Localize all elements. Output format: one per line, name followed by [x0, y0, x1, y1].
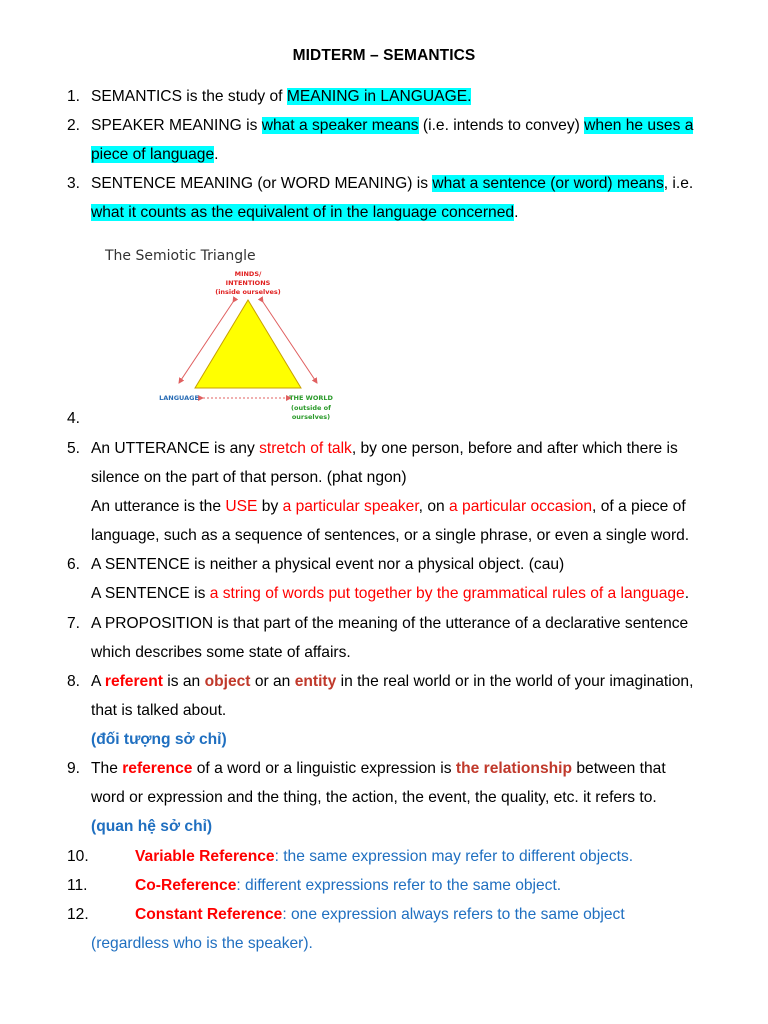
- item-text: that is talked about.: [91, 702, 227, 719]
- item-number: 1.: [67, 88, 81, 105]
- item-text: , by one person, before and after which there is: [351, 440, 678, 457]
- top-label-line-3: (inside ourselves): [215, 288, 281, 296]
- keyword-text: entity: [294, 673, 337, 690]
- list-item-12-continued: [91, 929, 731, 958]
- item-text: A: [91, 673, 105, 690]
- list-item-10: [135, 842, 633, 871]
- keyword-text: object: [204, 673, 251, 690]
- definition-text: (regardless who is the speaker).: [91, 935, 313, 952]
- item-text: , i.e.: [663, 175, 694, 192]
- item-text: which describes some state of affairs.: [91, 644, 351, 661]
- item-text: SEMANTICS is the study of: [91, 88, 287, 105]
- item-text: .: [514, 204, 519, 221]
- item-number: 3.: [67, 175, 81, 192]
- item-number: 8.: [67, 673, 81, 690]
- item-text: .: [684, 585, 690, 602]
- list-item-6: [67, 550, 727, 608]
- red-text: USE: [225, 498, 258, 515]
- list-item-12: [135, 900, 625, 929]
- item-number-10: 10.: [67, 848, 89, 865]
- semiotic-triangle-figure: [91, 236, 367, 426]
- item-text: is an: [162, 673, 205, 690]
- keyword-text: the relationship: [455, 760, 573, 777]
- keyword-text: Variable Reference: [135, 848, 275, 865]
- right-label-line-3: ourselves): [291, 413, 331, 421]
- definition-text: : different expressions refer to the same object.: [236, 877, 562, 894]
- item-text: The: [91, 760, 123, 777]
- item-text: , on: [418, 498, 450, 515]
- triangle-shape: [195, 300, 301, 388]
- item-text: An UTTERANCE is any: [91, 440, 260, 457]
- top-label-line-2: INTENTIONS: [225, 279, 271, 287]
- item-text: A PROPOSITION is that part of the meaning of the utterance of a declarative sentence: [91, 615, 689, 632]
- list-item-7: [67, 609, 727, 667]
- left-label: LANGUAGE: [159, 394, 199, 402]
- item-number: 9.: [67, 760, 81, 777]
- highlighted-text: piece of language: [91, 146, 215, 163]
- list-item-8: [67, 667, 727, 754]
- red-text: a string of words put together by the grammatical rules of a language: [209, 585, 685, 602]
- list-item-5: [67, 434, 727, 550]
- list-item-9: [67, 754, 727, 841]
- item-text: by: [257, 498, 283, 515]
- highlighted-text: what a speaker means: [261, 117, 419, 134]
- item-number: 5.: [67, 440, 81, 457]
- item-text: A SENTENCE is: [91, 585, 210, 602]
- item-number-11: 11.: [67, 877, 88, 894]
- list-item-3: [67, 169, 727, 227]
- vietnamese-gloss: (đối tượng sở chỉ): [91, 731, 227, 748]
- item-text: silence on the part of that person. (phat ngon): [91, 469, 407, 486]
- definition-text: : the same expression may refer to different objects.: [274, 848, 634, 865]
- red-text: a particular occasion: [449, 498, 593, 515]
- item-text: An utterance is the: [91, 498, 226, 515]
- item-number: 4.: [67, 410, 81, 427]
- right-label-line-1: THE WORLD: [289, 394, 333, 402]
- page-title: MIDTERM – SEMANTICS: [292, 47, 476, 64]
- item-text: .: [214, 146, 219, 163]
- item-text: SPEAKER MEANING is: [91, 117, 262, 134]
- highlighted-text: what it counts as the equivalent of in the language concerned: [91, 204, 515, 221]
- keyword-text: reference: [122, 760, 193, 777]
- item-text: of a word or a linguistic expression is: [192, 760, 456, 777]
- keyword-text: Constant Reference: [135, 906, 283, 923]
- item-text: (i.e. intends to convey): [418, 117, 585, 134]
- item-number: 6.: [67, 556, 81, 573]
- item-number-12: 12.: [67, 906, 89, 923]
- item-text: in the real world or in the world of your imagination,: [336, 673, 694, 690]
- item-text: , of a piece of: [592, 498, 686, 515]
- red-text: stretch of talk: [259, 440, 352, 457]
- figure-title: The Semiotic Triangle: [105, 248, 256, 264]
- vietnamese-gloss: (quan hệ sở chỉ): [91, 818, 213, 835]
- item-text: language, such as a sequence of sentences, or a single phrase, or even a single word.: [91, 527, 690, 544]
- semiotic-triangle-diagram: [91, 236, 367, 426]
- highlighted-text: what a sentence (or word) means: [432, 175, 664, 192]
- definition-text: : one expression always refers to the same object: [282, 906, 625, 923]
- highlighted-text: when he uses a: [584, 117, 694, 134]
- item-text: A SENTENCE is neither a physical event nor a physical object. (cau): [91, 556, 565, 573]
- right-label-line-2: (outside of: [291, 404, 331, 412]
- keyword-text: Co-Reference: [135, 877, 237, 894]
- highlighted-text: MEANING in LANGUAGE.: [286, 88, 472, 105]
- item-text: between that: [572, 760, 666, 777]
- list-item-11: [135, 871, 561, 900]
- top-label-line-1: MINDS/: [234, 270, 262, 278]
- item-text: or an: [250, 673, 295, 690]
- item-number: 2.: [67, 117, 81, 134]
- item-text: SENTENCE MEANING (or WORD MEANING) is: [91, 175, 433, 192]
- list-item-2: [67, 111, 727, 169]
- red-text: a particular speaker: [282, 498, 419, 515]
- item-text: word or expression and the thing, the action, the event, the quality, etc. it refers to.: [91, 789, 657, 806]
- list-item-1: [67, 82, 727, 111]
- item-number: 7.: [67, 615, 81, 632]
- keyword-text: referent: [104, 673, 163, 690]
